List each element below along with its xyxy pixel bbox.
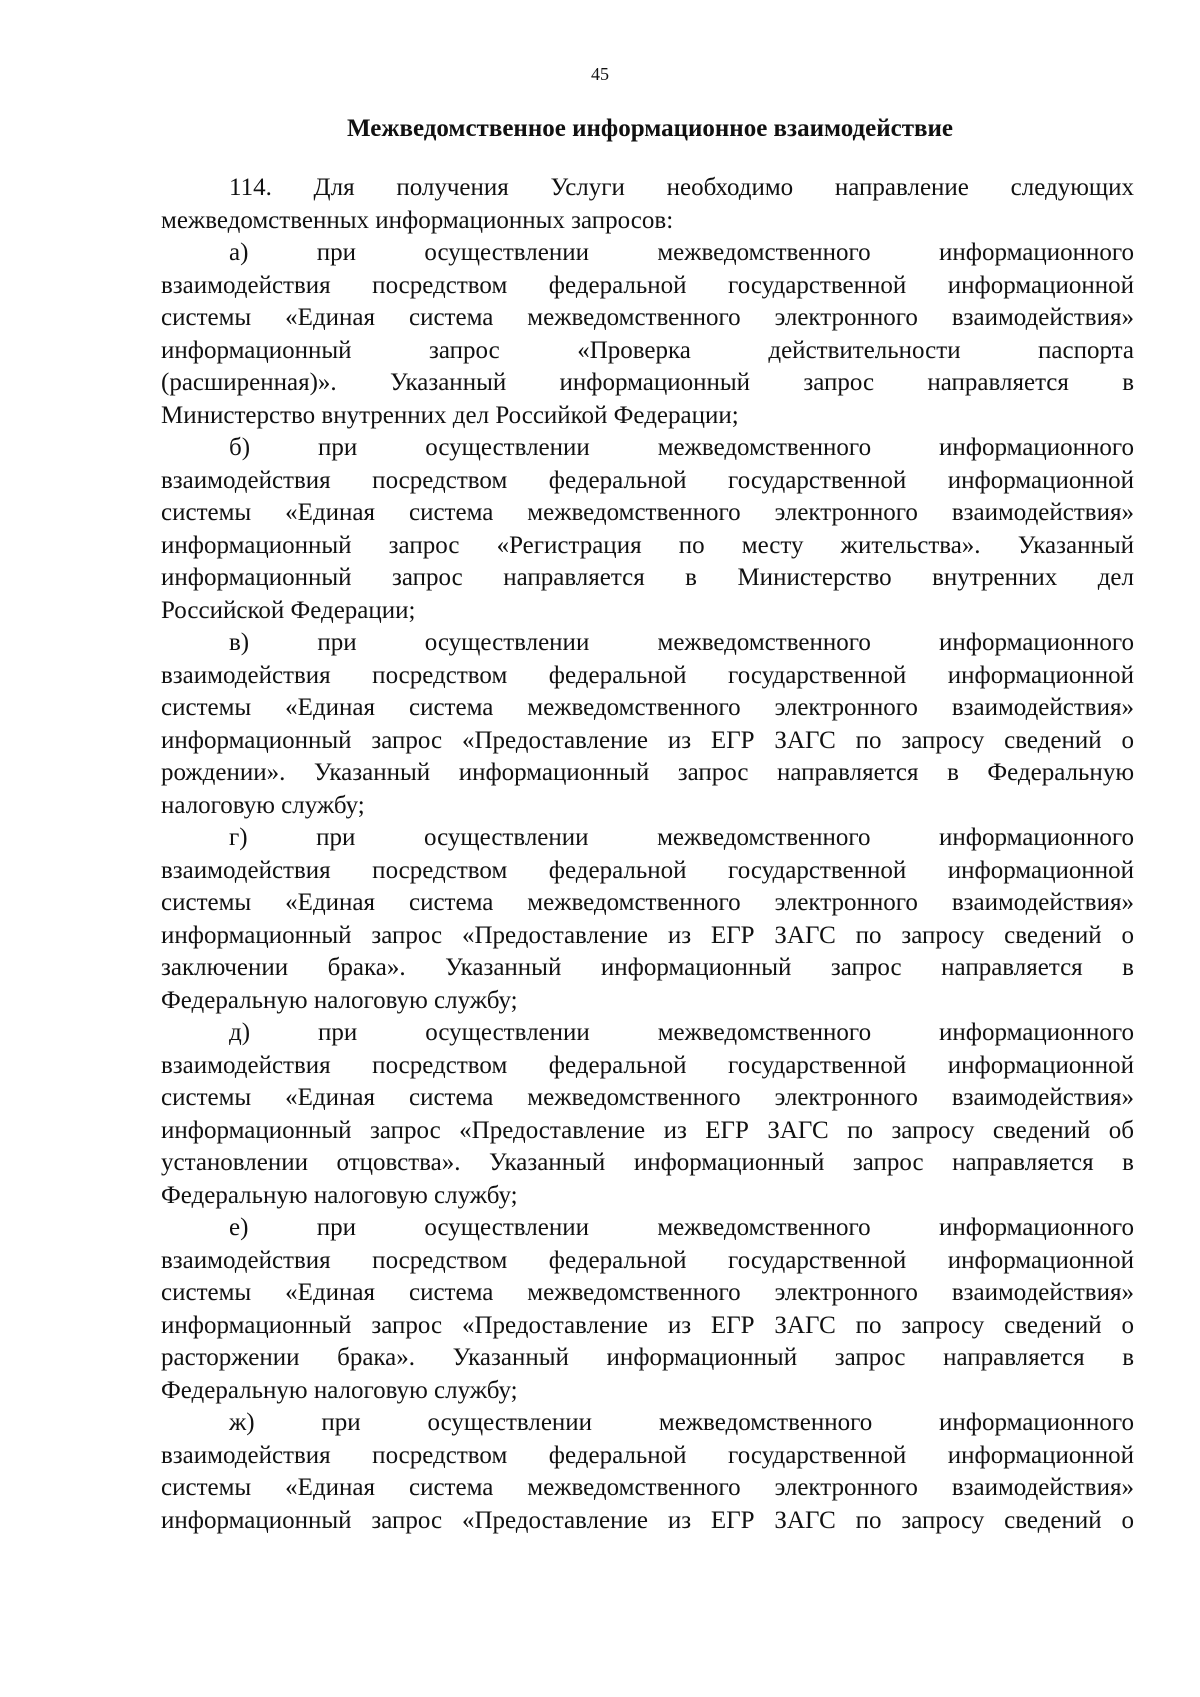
text-line: взаимодействия посредством федеральной государственной информационной [161,661,1134,689]
paragraph [161,237,1134,432]
text-line: системы «Единая система межведомственного электронного взаимодействия» [161,694,1134,721]
text-line: ж) при осуществлении межведомственного информационного [229,1409,1134,1436]
text-line: информационный запрос «Предоставление из ЕГР ЗАГС по запросу сведений о [161,1506,1134,1534]
text-line: информационный запрос «Предоставление из ЕГР ЗАГС по запросу сведений о [161,726,1134,754]
text-line: системы «Единая система межведомственного электронного взаимодействия» [161,1474,1134,1501]
text-line: а) при осуществлении межведомственного информационного [229,239,1134,266]
text-line: взаимодействия посредством федеральной государственной информационной [161,1441,1134,1469]
text-line: информационный запрос «Проверка действительности паспорта [161,336,1134,364]
text-line: налоговую службу; [161,791,365,819]
paragraph [161,432,1134,627]
text-line: системы «Единая система межведомственного электронного взаимодействия» [161,1279,1134,1306]
text-line: Федеральную налоговую службу; [161,1181,518,1209]
text-line: е) при осуществлении межведомственного информационного [229,1214,1134,1241]
text-line: взаимодействия посредством федеральной государственной информационной [161,1051,1134,1079]
text-line: системы «Единая система межведомственного электронного взаимодействия» [161,499,1134,526]
text-line: взаимодействия посредством федеральной государственной информационной [161,1246,1134,1274]
paragraph [161,172,1134,237]
text-line: рождении». Указанный информационный запрос направляется в Федеральную [161,759,1134,786]
text-line: (расширенная)». Указанный информационный запрос направляется в [161,369,1134,396]
section-title: Межведомственное информационное взаимодействие [347,115,953,142]
text-line: 114. Для получения Услуги необходимо направление следующих [229,174,1134,201]
document-body [161,172,1134,1537]
text-line: в) при осуществлении межведомственного информационного [229,629,1134,656]
text-line: Российской Федерации; [161,596,416,624]
text-line: Министерство внутренних дел Российкой Федерации; [161,401,739,429]
text-line: системы «Единая система межведомственного электронного взаимодействия» [161,889,1134,916]
text-line: взаимодействия посредством федеральной государственной информационной [161,856,1134,884]
paragraph [161,627,1134,822]
text-line: системы «Единая система межведомственного электронного взаимодействия» [161,1084,1134,1111]
text-line: информационный запрос направляется в Министерство внутренних дел [161,564,1134,591]
text-line: б) при осуществлении межведомственного информационного [229,434,1134,461]
text-line: информационный запрос «Предоставление из ЕГР ЗАГС по запросу сведений о [161,1311,1134,1339]
text-line: информационный запрос «Предоставление из ЕГР ЗАГС по запросу сведений об [161,1116,1134,1144]
text-line: г) при осуществлении межведомственного информационного [229,824,1134,851]
text-line: информационный запрос «Предоставление из ЕГР ЗАГС по запросу сведений о [161,921,1134,949]
paragraph [161,1212,1134,1407]
text-line: системы «Единая система межведомственного электронного взаимодействия» [161,304,1134,331]
text-line: установлении отцовства». Указанный информационный запрос направляется в [161,1149,1134,1176]
text-line: взаимодействия посредством федеральной государственной информационной [161,466,1134,494]
paragraph [161,1017,1134,1212]
text-line: информационный запрос «Регистрация по месту жительства». Указанный [161,531,1134,559]
text-line: заключении брака». Указанный информационный запрос направляется в [161,954,1134,981]
text-line: межведомственных информационных запросов: [161,206,674,234]
text-line: Федеральную налоговую службу; [161,1376,518,1404]
text-line: расторжении брака». Указанный информационный запрос направляется в [161,1344,1134,1371]
text-line: Федеральную налоговую службу; [161,986,518,1014]
page-number: 45 [591,64,609,84]
text-line: взаимодействия посредством федеральной государственной информационной [161,271,1134,299]
paragraph [161,1407,1134,1537]
paragraph [161,822,1134,1017]
text-line: д) при осуществлении межведомственного информационного [229,1019,1134,1046]
